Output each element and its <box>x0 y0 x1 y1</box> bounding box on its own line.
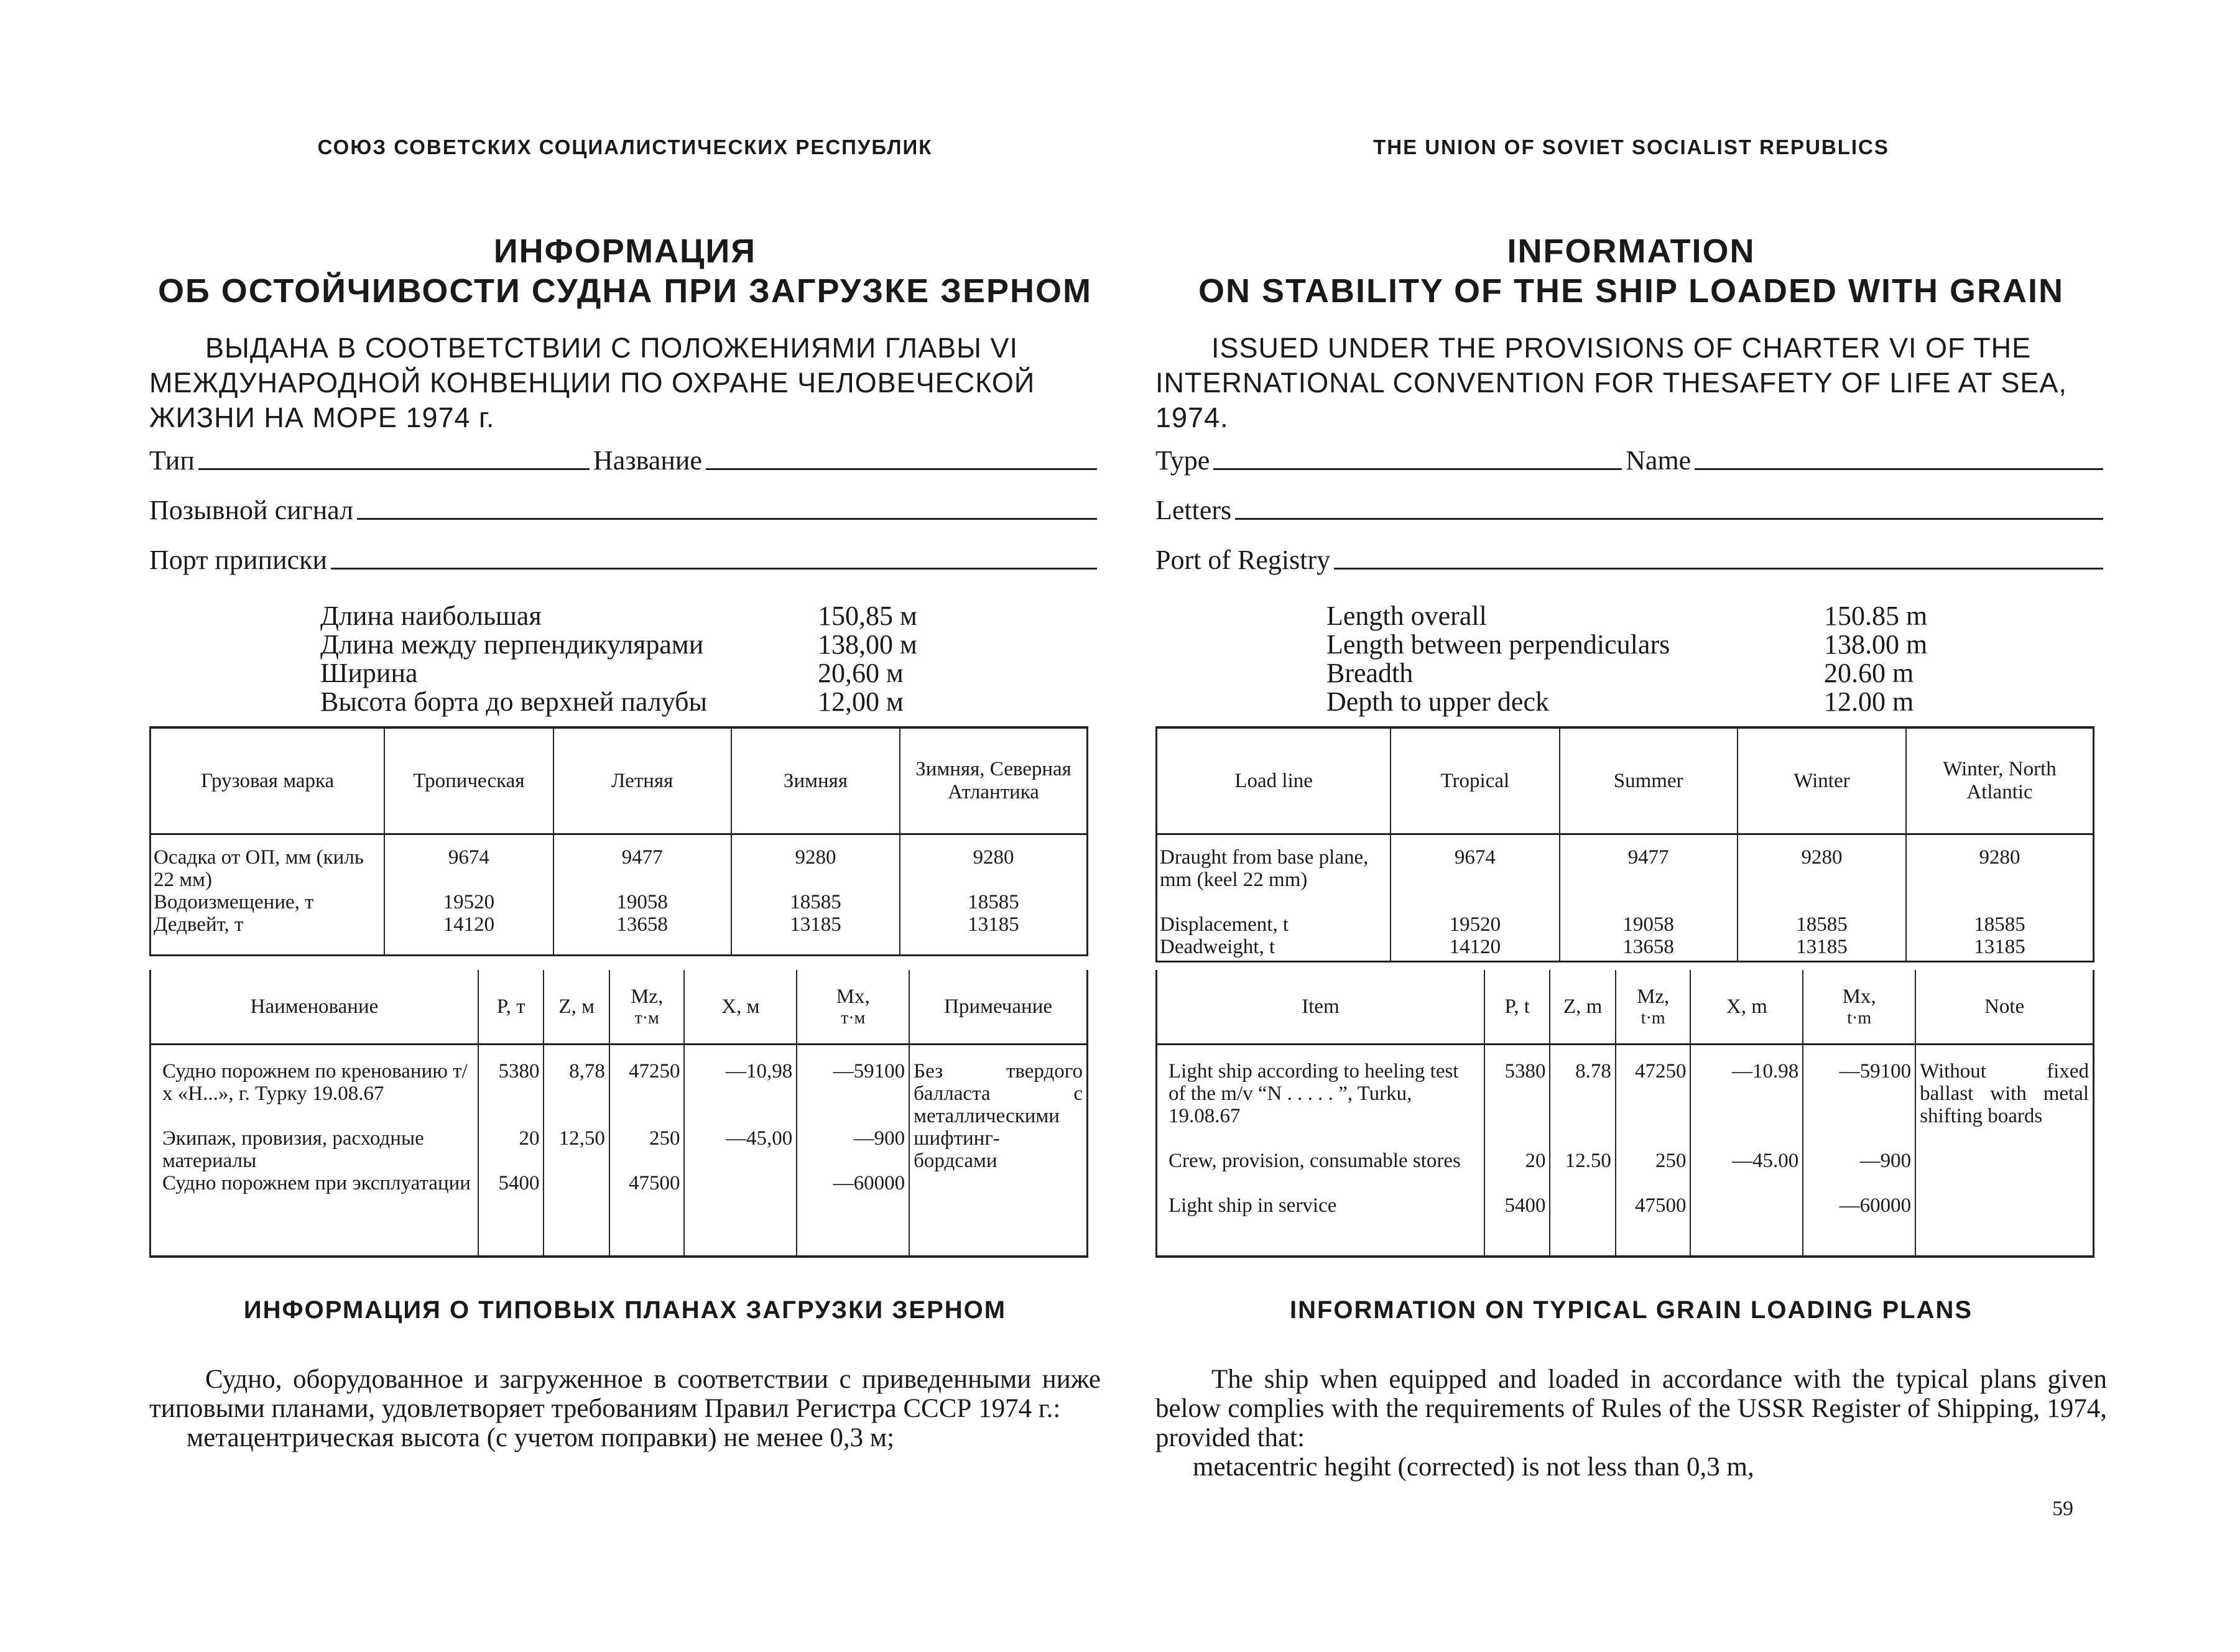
name-blank[interactable] <box>1695 468 2103 470</box>
column-header: Примечание <box>909 970 1087 1045</box>
x-cell <box>1690 1045 1803 1257</box>
row-label: Deadweight, t <box>1160 936 1275 958</box>
title-line-2: ОБ ОСТОЙЧИВОСТИ СУДНА ПРИ ЗАГРУЗКЕ ЗЕРНОМ <box>157 272 1093 310</box>
column-header: P, т <box>478 970 544 1045</box>
table-cell: 13185 <box>1974 936 2025 958</box>
column-header: Note <box>1915 970 2093 1045</box>
column-header <box>1803 970 1915 1045</box>
table-cell: 14120 <box>443 913 495 936</box>
dimension-label: Длина между перпендикулярами <box>320 629 704 660</box>
table-header-row <box>150 970 1088 1045</box>
column-header: Z, m <box>1550 970 1615 1045</box>
note-cell: Без твердого балласта с металлическими шифтинг-бордсами <box>909 1045 1087 1257</box>
table-cell: 5380 <box>1504 1060 1546 1082</box>
row-label: Водоизмещение, т <box>154 891 314 913</box>
dimension-row <box>1326 602 1948 630</box>
dimension-row <box>320 659 942 688</box>
item-label: Судно порожнем по кренованию т/х «Н...», г. Турку 19.08.67 <box>162 1060 468 1105</box>
table-cell: —10,98 <box>726 1060 793 1082</box>
column-header: Зимняя, Северная Атлантика <box>900 727 1087 834</box>
column-header <box>797 970 909 1045</box>
item-cell <box>1157 1045 1484 1257</box>
table-cell: 47250 <box>628 1060 680 1082</box>
table-cell: 18585 <box>968 891 1019 913</box>
table-cell: 250 <box>1655 1150 1687 1172</box>
port-row <box>149 541 1101 576</box>
issued-line-3: ЖИЗНИ НА МОРЕ 1974 г. <box>149 402 495 433</box>
table-cell: 13185 <box>968 913 1019 936</box>
header-unit: t·m <box>1847 1008 1872 1028</box>
table-cell: 14120 <box>1449 936 1501 958</box>
note-cell: Without fixed ballast with metal shifting boards <box>1915 1045 2093 1257</box>
table-cell: 18585 <box>1974 913 2025 936</box>
table-cell: 9280 <box>1801 846 1843 869</box>
page-header: СОЮЗ СОВЕТСКИХ СОЦИАЛИСТИЧЕСКИХ РЕСПУБЛИК <box>317 136 933 159</box>
column-header: Load line <box>1157 727 1391 834</box>
dimension-row <box>320 630 942 659</box>
port-label: Port of Registry <box>1155 545 1331 575</box>
table-cell: —60000 <box>1839 1194 1912 1217</box>
column-header: Tropical <box>1391 727 1559 834</box>
row-labels-cell <box>150 834 385 956</box>
dimension-value: 138.00 m <box>1824 629 1928 660</box>
call-sign-row <box>1155 491 2107 526</box>
dimension-label: Высота борта до верхней палубы <box>320 686 708 717</box>
call-sign-label: Позывной сигнал <box>149 495 354 525</box>
header-unit: t·m <box>1641 1008 1665 1028</box>
dimension-value: 12,00 м <box>818 686 904 717</box>
table-row <box>1157 1045 2094 1257</box>
name-label: Name <box>1626 445 1692 476</box>
table-row <box>1157 834 2094 962</box>
page-title <box>149 231 1101 311</box>
type-name-row <box>1155 441 2107 476</box>
table-cell: —59100 <box>833 1060 905 1082</box>
column-header: Winter, North Atlantic <box>1906 727 2093 834</box>
mz-cell <box>609 1045 685 1257</box>
load-line-table <box>1155 726 2094 962</box>
paragraph-text: The ship when equipped and loaded in accordance with the typical plans given below complies with the requirements of Rules of the USSR Register of Shipping, 1974, provided that: <box>1155 1365 2107 1452</box>
dimension-value: 138,00 м <box>818 629 917 660</box>
page-header: THE UNION OF SOVIET SOCIALIST REPUBLICS <box>1373 136 1889 159</box>
table-cell: —45,00 <box>726 1127 793 1150</box>
table-cell: 19058 <box>616 891 668 913</box>
page-number: 59 <box>2052 1497 2073 1520</box>
dimension-value: 20.60 m <box>1824 658 1914 688</box>
paragraph-text: Судно, оборудованное и загруженное в соответствии с приведенными ниже типовыми планами, удовлетворяет требованиям Правил Регистра СССР 1974 г.: <box>149 1365 1101 1423</box>
column-header: Грузовая марка <box>150 727 385 834</box>
table-row <box>150 834 1088 956</box>
dimension-label: Ширина <box>320 658 418 688</box>
type-label: Type <box>1155 445 1210 476</box>
header-text: Mz, <box>631 985 664 1008</box>
column-header: Тропическая <box>384 727 553 834</box>
issued-line-2: INTERNATIONAL CONVENTION FOR THESAFETY OF LIFE AT SEA, <box>1155 367 2067 399</box>
column-header: P, t <box>1484 970 1550 1045</box>
table-cell: 9674 <box>448 846 489 869</box>
dimension-value: 150.85 m <box>1824 601 1928 631</box>
column-header: Летняя <box>553 727 731 834</box>
item-cell <box>150 1045 478 1257</box>
dimension-row <box>1326 659 1948 688</box>
dimension-value: 12.00 m <box>1824 686 1914 717</box>
dimension-label: Depth to upper deck <box>1326 686 1549 717</box>
dimension-label: Breadth <box>1326 658 1414 688</box>
header-text: Mx, <box>836 985 870 1008</box>
dimension-label: Длина наибольшая <box>320 601 542 631</box>
table-cell: 47250 <box>1634 1060 1687 1082</box>
column-header: X, м <box>684 970 797 1045</box>
issued-line-1: ISSUED UNDER THE PROVISIONS OF CHARTER VI OF THE <box>1211 332 2032 364</box>
table-cell: 19058 <box>1622 913 1674 936</box>
table-cell: 13185 <box>790 913 841 936</box>
table-cell: 9280 <box>795 846 836 869</box>
column-header: Наименование <box>150 970 478 1045</box>
z-cell <box>544 1045 609 1257</box>
title-line-2: ON STABILITY OF THE SHIP LOADED WITH GRAIN <box>1198 272 2065 310</box>
body-paragraph <box>1155 1365 2107 1482</box>
header-text: Mz, <box>1637 985 1670 1008</box>
load-line-table <box>149 726 1088 956</box>
table-header-row <box>150 727 1088 834</box>
page-title <box>1155 231 2107 311</box>
call-sign-blank[interactable] <box>1235 518 2103 520</box>
table-cell: —900 <box>1859 1150 1912 1172</box>
row-label: Draught from base plane, mm (keel 22 mm) <box>1160 846 1369 891</box>
column-header: Summer <box>1560 727 1738 834</box>
x-cell <box>684 1045 797 1257</box>
russian-page <box>149 0 1101 1652</box>
winter-cell <box>731 834 900 956</box>
tropical-cell <box>1391 834 1559 962</box>
table-cell: 250 <box>649 1127 680 1150</box>
winter-na-cell <box>900 834 1087 956</box>
body-paragraph <box>149 1365 1101 1452</box>
table-cell: —45.00 <box>1732 1150 1799 1172</box>
table-cell: —900 <box>853 1127 905 1150</box>
dimension-row <box>320 602 942 630</box>
column-header: Z, м <box>544 970 609 1045</box>
p-cell <box>1484 1045 1550 1257</box>
table-cell: 8,78 <box>569 1060 605 1082</box>
z-cell <box>1550 1045 1615 1257</box>
row-label: Displacement, t <box>1160 913 1289 936</box>
table-row <box>150 1045 1088 1257</box>
table-cell: 13658 <box>616 913 668 936</box>
dimension-value: 20,60 м <box>818 658 904 688</box>
english-page <box>1155 0 2107 1652</box>
table-cell: 13658 <box>1622 936 1674 958</box>
table-cell: 9477 <box>1627 846 1669 869</box>
table-cell: 19520 <box>443 891 495 913</box>
column-header: X, m <box>1690 970 1803 1045</box>
call-sign-row <box>149 491 1101 526</box>
table-cell: 12.50 <box>1565 1150 1611 1172</box>
table-cell: 9280 <box>1979 846 2020 869</box>
issued-line-1: ВЫДАНА В СООТВЕТСТВИИ С ПОЛОЖЕНИЯМИ ГЛАВЫ VI <box>205 332 1018 364</box>
issued-line-2: МЕЖДУНАРОДНОЙ КОНВЕНЦИИ ПО ОХРАНЕ ЧЕЛОВЕЧЕСКОЙ <box>149 367 1035 399</box>
table-cell: 12,50 <box>558 1127 605 1150</box>
row-label: Осадка от ОП, мм (киль 22 мм) <box>154 846 364 891</box>
port-blank[interactable] <box>1334 568 2103 570</box>
items-table <box>1155 970 2094 1258</box>
name-blank[interactable] <box>706 468 1097 470</box>
type-name-row <box>149 441 1101 476</box>
title-line-1: INFORMATION <box>1507 233 1756 270</box>
summer-cell <box>1560 834 1738 962</box>
table-cell: 13185 <box>1796 936 1848 958</box>
table-cell: —59100 <box>1839 1060 1912 1082</box>
header-unit: т·м <box>634 1008 659 1028</box>
item-label: Light ship according to heeling test of the m/v “N . . . . . ”, Turku, 19.08.67 <box>1169 1060 1459 1127</box>
table-cell: 5380 <box>498 1060 540 1082</box>
call-sign-blank[interactable] <box>357 518 1097 520</box>
dimension-label: Length between perpendiculars <box>1326 629 1670 660</box>
dimension-row <box>1326 688 1948 716</box>
issued-line-3: 1974. <box>1155 402 1229 433</box>
table-cell: 9477 <box>621 846 663 869</box>
port-blank[interactable] <box>331 568 1097 570</box>
table-cell: 18585 <box>1796 913 1848 936</box>
item-label: Экипаж, провизия, расходные материалы <box>162 1127 424 1172</box>
table-cell: 47500 <box>1634 1194 1687 1217</box>
table-cell: —60000 <box>833 1172 905 1194</box>
table-cell: 9674 <box>1454 846 1496 869</box>
table-cell: —10.98 <box>1732 1060 1799 1082</box>
table-cell: 5400 <box>498 1172 540 1194</box>
item-label: Crew, provision, consumable stores <box>1169 1150 1461 1172</box>
column-header: Зимняя <box>731 727 900 834</box>
dimension-row <box>320 688 942 716</box>
dimension-row <box>1326 630 1948 659</box>
table-cell: 47500 <box>628 1172 680 1194</box>
dimensions-list <box>1326 602 1948 716</box>
dimension-label: Length overall <box>1326 601 1487 631</box>
header-unit: т·м <box>841 1008 866 1028</box>
winter-na-cell <box>1906 834 2093 962</box>
summer-cell <box>553 834 731 956</box>
call-sign-label: Letters <box>1155 495 1232 525</box>
column-header: Winter <box>1738 727 1906 834</box>
port-row <box>1155 541 2107 576</box>
issued-statement <box>1155 331 2107 435</box>
column-header <box>609 970 685 1045</box>
section-title: ИНФОРМАЦИЯ О ТИПОВЫХ ПЛАНАХ ЗАГРУЗКИ ЗЕРНОМ <box>243 1296 1007 1324</box>
table-cell: 8.78 <box>1575 1060 1611 1082</box>
dimension-value: 150,85 м <box>818 601 917 631</box>
items-table <box>149 970 1088 1258</box>
column-header: Item <box>1157 970 1484 1045</box>
title-line-1: ИНФОРМАЦИЯ <box>493 233 757 270</box>
name-label: Название <box>593 445 702 476</box>
column-header <box>1616 970 1691 1045</box>
section-title: INFORMATION ON TYPICAL GRAIN LOADING PLANS <box>1289 1296 1973 1324</box>
p-cell <box>478 1045 544 1257</box>
item-label: Судно порожнем при эксплуатации <box>162 1172 471 1194</box>
winter-cell <box>1738 834 1906 962</box>
table-cell: 19520 <box>1449 913 1501 936</box>
table-cell: 5400 <box>1504 1194 1546 1217</box>
condition-text: метацентрическая высота (с учетом поправки) не менее 0,3 м; <box>187 1423 895 1452</box>
table-cell: 20 <box>519 1127 540 1150</box>
mz-cell <box>1616 1045 1691 1257</box>
row-label: Дедвейт, т <box>154 913 244 936</box>
tropical-cell <box>384 834 553 956</box>
table-header-row <box>1157 970 2094 1045</box>
mx-cell <box>797 1045 909 1257</box>
header-text: Mx, <box>1842 985 1876 1008</box>
row-labels-cell <box>1157 834 1391 962</box>
condition-text: metacentric hegiht (corrected) is not less than 0,3 m, <box>1193 1452 1754 1482</box>
port-label: Порт приписки <box>149 545 328 575</box>
issued-statement <box>149 331 1101 435</box>
type-blank[interactable] <box>1213 468 1622 470</box>
item-label: Light ship in service <box>1169 1194 1337 1217</box>
dimensions-list <box>320 602 942 716</box>
table-cell: 18585 <box>790 891 841 913</box>
table-header-row <box>1157 727 2094 834</box>
mx-cell <box>1803 1045 1915 1257</box>
table-cell: 9280 <box>973 846 1014 869</box>
table-cell: 20 <box>1525 1150 1546 1172</box>
type-blank[interactable] <box>198 468 590 470</box>
type-label: Тип <box>149 445 195 476</box>
